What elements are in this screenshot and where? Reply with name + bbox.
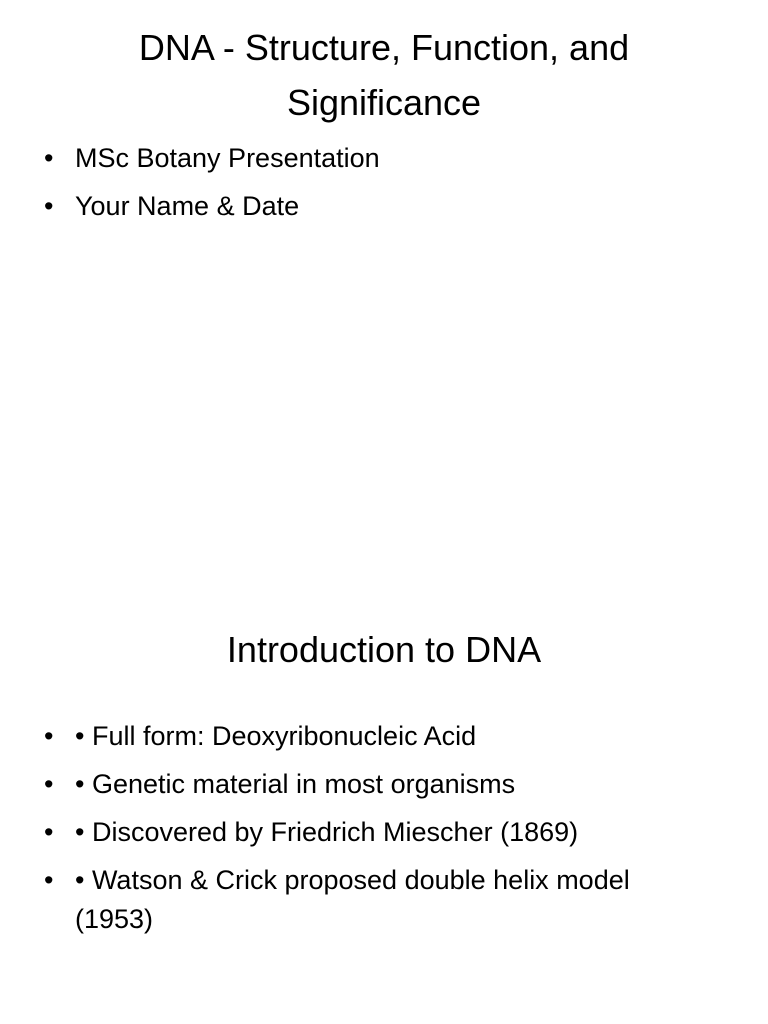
bullet-text: • Genetic material in most organisms bbox=[75, 769, 516, 799]
slide-title: DNA - Structure, Function, and Significance bbox=[138, 27, 630, 123]
bullet-item bbox=[44, 187, 684, 226]
bullet-item bbox=[44, 765, 684, 804]
bullet-list bbox=[44, 139, 684, 235]
bullet-icon: • bbox=[44, 769, 54, 799]
bullet-item bbox=[44, 861, 684, 939]
bullet-icon: • bbox=[44, 191, 54, 221]
bullet-item bbox=[44, 139, 684, 178]
introduction-slide bbox=[0, 512, 768, 1024]
bullet-icon: • bbox=[44, 865, 54, 895]
bullet-item bbox=[44, 813, 684, 852]
bullet-text: • Full form: Deoxyribonucleic Acid bbox=[75, 721, 477, 751]
bullet-text: • Discovered by Friedrich Miescher (1869) bbox=[75, 817, 579, 847]
bullet-icon: • bbox=[44, 143, 54, 173]
bullet-icon: • bbox=[44, 721, 54, 751]
bullet-text: Your Name & Date bbox=[75, 191, 300, 221]
bullet-icon: • bbox=[44, 817, 54, 847]
bullet-text: MSc Botany Presentation bbox=[75, 143, 380, 173]
bullet-list bbox=[44, 717, 684, 948]
bullet-text: • Watson & Crick proposed double helix model (1953) bbox=[75, 865, 630, 934]
slide-title: Introduction to DNA bbox=[226, 629, 542, 670]
bullet-item bbox=[44, 717, 684, 756]
